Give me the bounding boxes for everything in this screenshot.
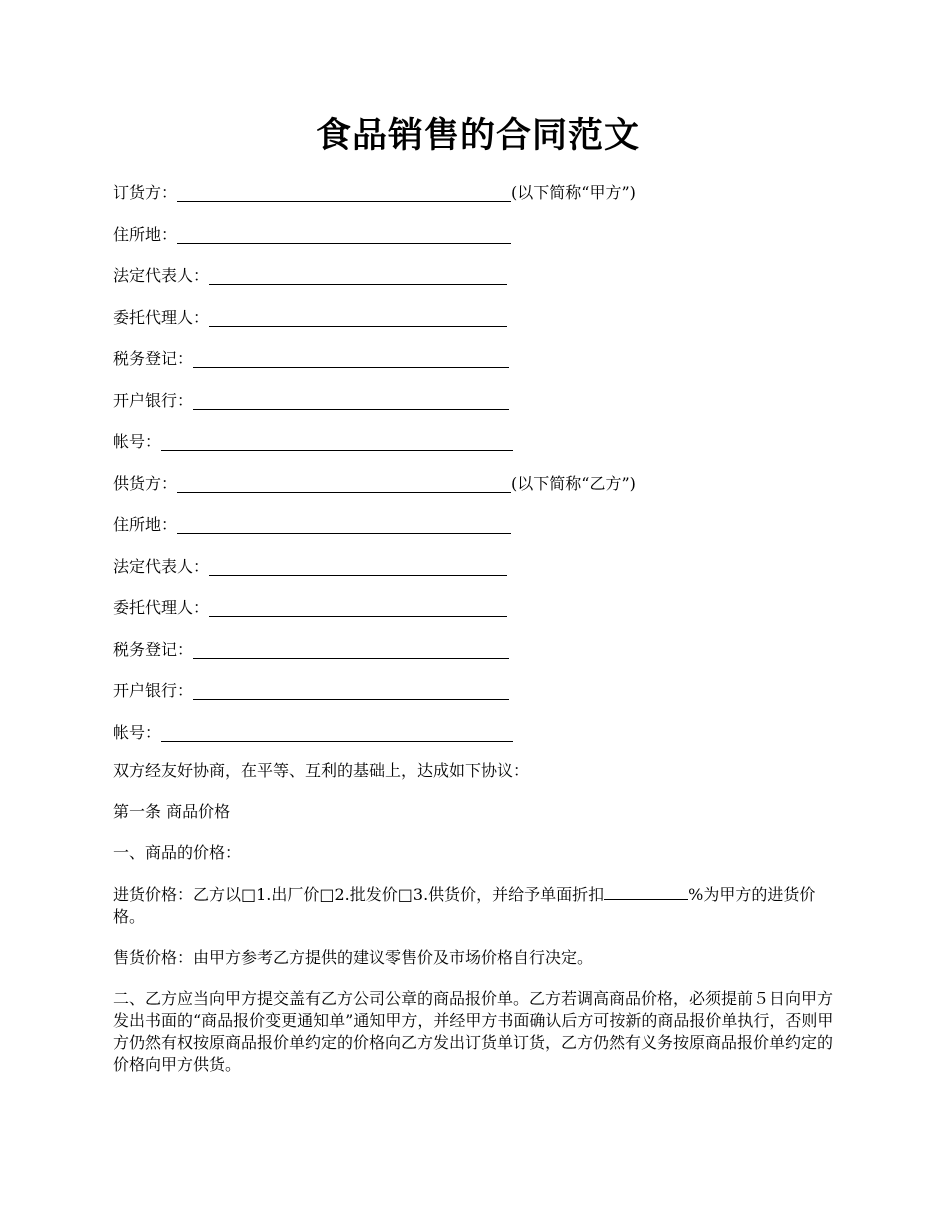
document-title: 食品销售的合同范文 xyxy=(315,115,640,156)
buyer-tax-line xyxy=(113,346,843,388)
buyer-tax-blank[interactable] xyxy=(193,347,509,368)
seller-name-blank[interactable] xyxy=(177,472,511,493)
seller-legal-rep-label: 法定代表人： xyxy=(113,556,210,576)
seller-address-line xyxy=(113,512,843,554)
seller-bank-label: 开户银行： xyxy=(113,681,194,700)
seller-agent-label: 委托代理人： xyxy=(113,598,210,617)
seller-suffix: (以下简称“乙方”) xyxy=(511,473,636,493)
intro-paragraph: 双方经友好协商，在平等、互利的基础上，达成如下协议： xyxy=(113,761,530,780)
buyer-account-line xyxy=(113,429,843,471)
seller-tax-line xyxy=(113,637,843,679)
buyer-address-label: 住所地： xyxy=(113,224,178,244)
buyer-account-label: 帐号： xyxy=(113,432,162,451)
purchase-price-suffix: %为甲方的进货价格。 xyxy=(113,885,816,926)
buyer-suffix: (以下简称“甲方”) xyxy=(511,183,636,202)
discount-blank[interactable] xyxy=(604,883,688,900)
buyer-address-line xyxy=(113,222,843,264)
retail-price-paragraph: 售货价格：由甲方参考乙方提供的建议零售价及市场价格自行决定。 xyxy=(113,948,594,967)
buyer-legal-rep-label: 法定代表人： xyxy=(113,266,210,285)
seller-legal-rep-blank[interactable] xyxy=(209,555,507,576)
party-fields xyxy=(113,180,843,761)
seller-bank-line xyxy=(113,678,843,720)
buyer-agent-blank[interactable] xyxy=(209,306,507,327)
seller-name-line xyxy=(113,471,843,513)
seller-agent-blank[interactable] xyxy=(209,596,507,617)
seller-bank-blank[interactable] xyxy=(193,679,509,700)
seller-address-blank[interactable] xyxy=(177,513,511,534)
seller-tax-label: 税务登记： xyxy=(113,639,194,659)
contract-body xyxy=(113,760,843,1095)
seller-address-label: 住所地： xyxy=(113,515,178,534)
section1-heading: 一、商品的价格： xyxy=(113,843,242,862)
buyer-account-blank[interactable] xyxy=(161,430,513,451)
buyer-bank-line xyxy=(113,388,843,430)
buyer-bank-label: 开户银行： xyxy=(113,390,194,410)
article1-heading: 第一条 商品价格 xyxy=(113,802,231,821)
buyer-bank-blank[interactable] xyxy=(193,389,509,410)
buyer-name-line xyxy=(113,180,843,222)
buyer-agent-label: 委托代理人： xyxy=(113,307,210,327)
seller-tax-blank[interactable] xyxy=(193,638,509,659)
seller-legal-rep-line xyxy=(113,554,843,596)
buyer-label: 订货方： xyxy=(113,183,178,202)
seller-account-label: 帐号： xyxy=(113,722,162,742)
buyer-legal-rep-line xyxy=(113,263,843,305)
buyer-name-blank[interactable] xyxy=(177,181,511,202)
seller-account-blank[interactable] xyxy=(161,721,513,742)
purchase-price-prefix: 进货价格：乙方以□1.出厂价□2.批发价□3.供货价，并给予单面折扣 xyxy=(113,885,605,904)
buyer-agent-line xyxy=(113,305,843,347)
section2-paragraph: 二、乙方应当向甲方提交盖有乙方公司公章的商品报价单。乙方若调高商品价格，必须提前５日向甲方发出书面的“商品报价变更通知单”通知甲方，并经甲方书面确认后方可按新的商品报价单执行，否则甲方仍然有权按原商品报价单约定的价格向乙方发出订货单订货，乙方仍然有义务按原商品报价单约定的价格向甲方供货。 xyxy=(113,989,834,1074)
seller-account-line xyxy=(113,720,843,762)
purchase-price-paragraph xyxy=(113,883,843,928)
seller-agent-line xyxy=(113,595,843,637)
buyer-address-blank[interactable] xyxy=(177,223,511,244)
buyer-legal-rep-blank[interactable] xyxy=(209,264,507,285)
buyer-tax-label: 税务登记： xyxy=(113,349,194,368)
seller-label: 供货方： xyxy=(113,473,178,493)
